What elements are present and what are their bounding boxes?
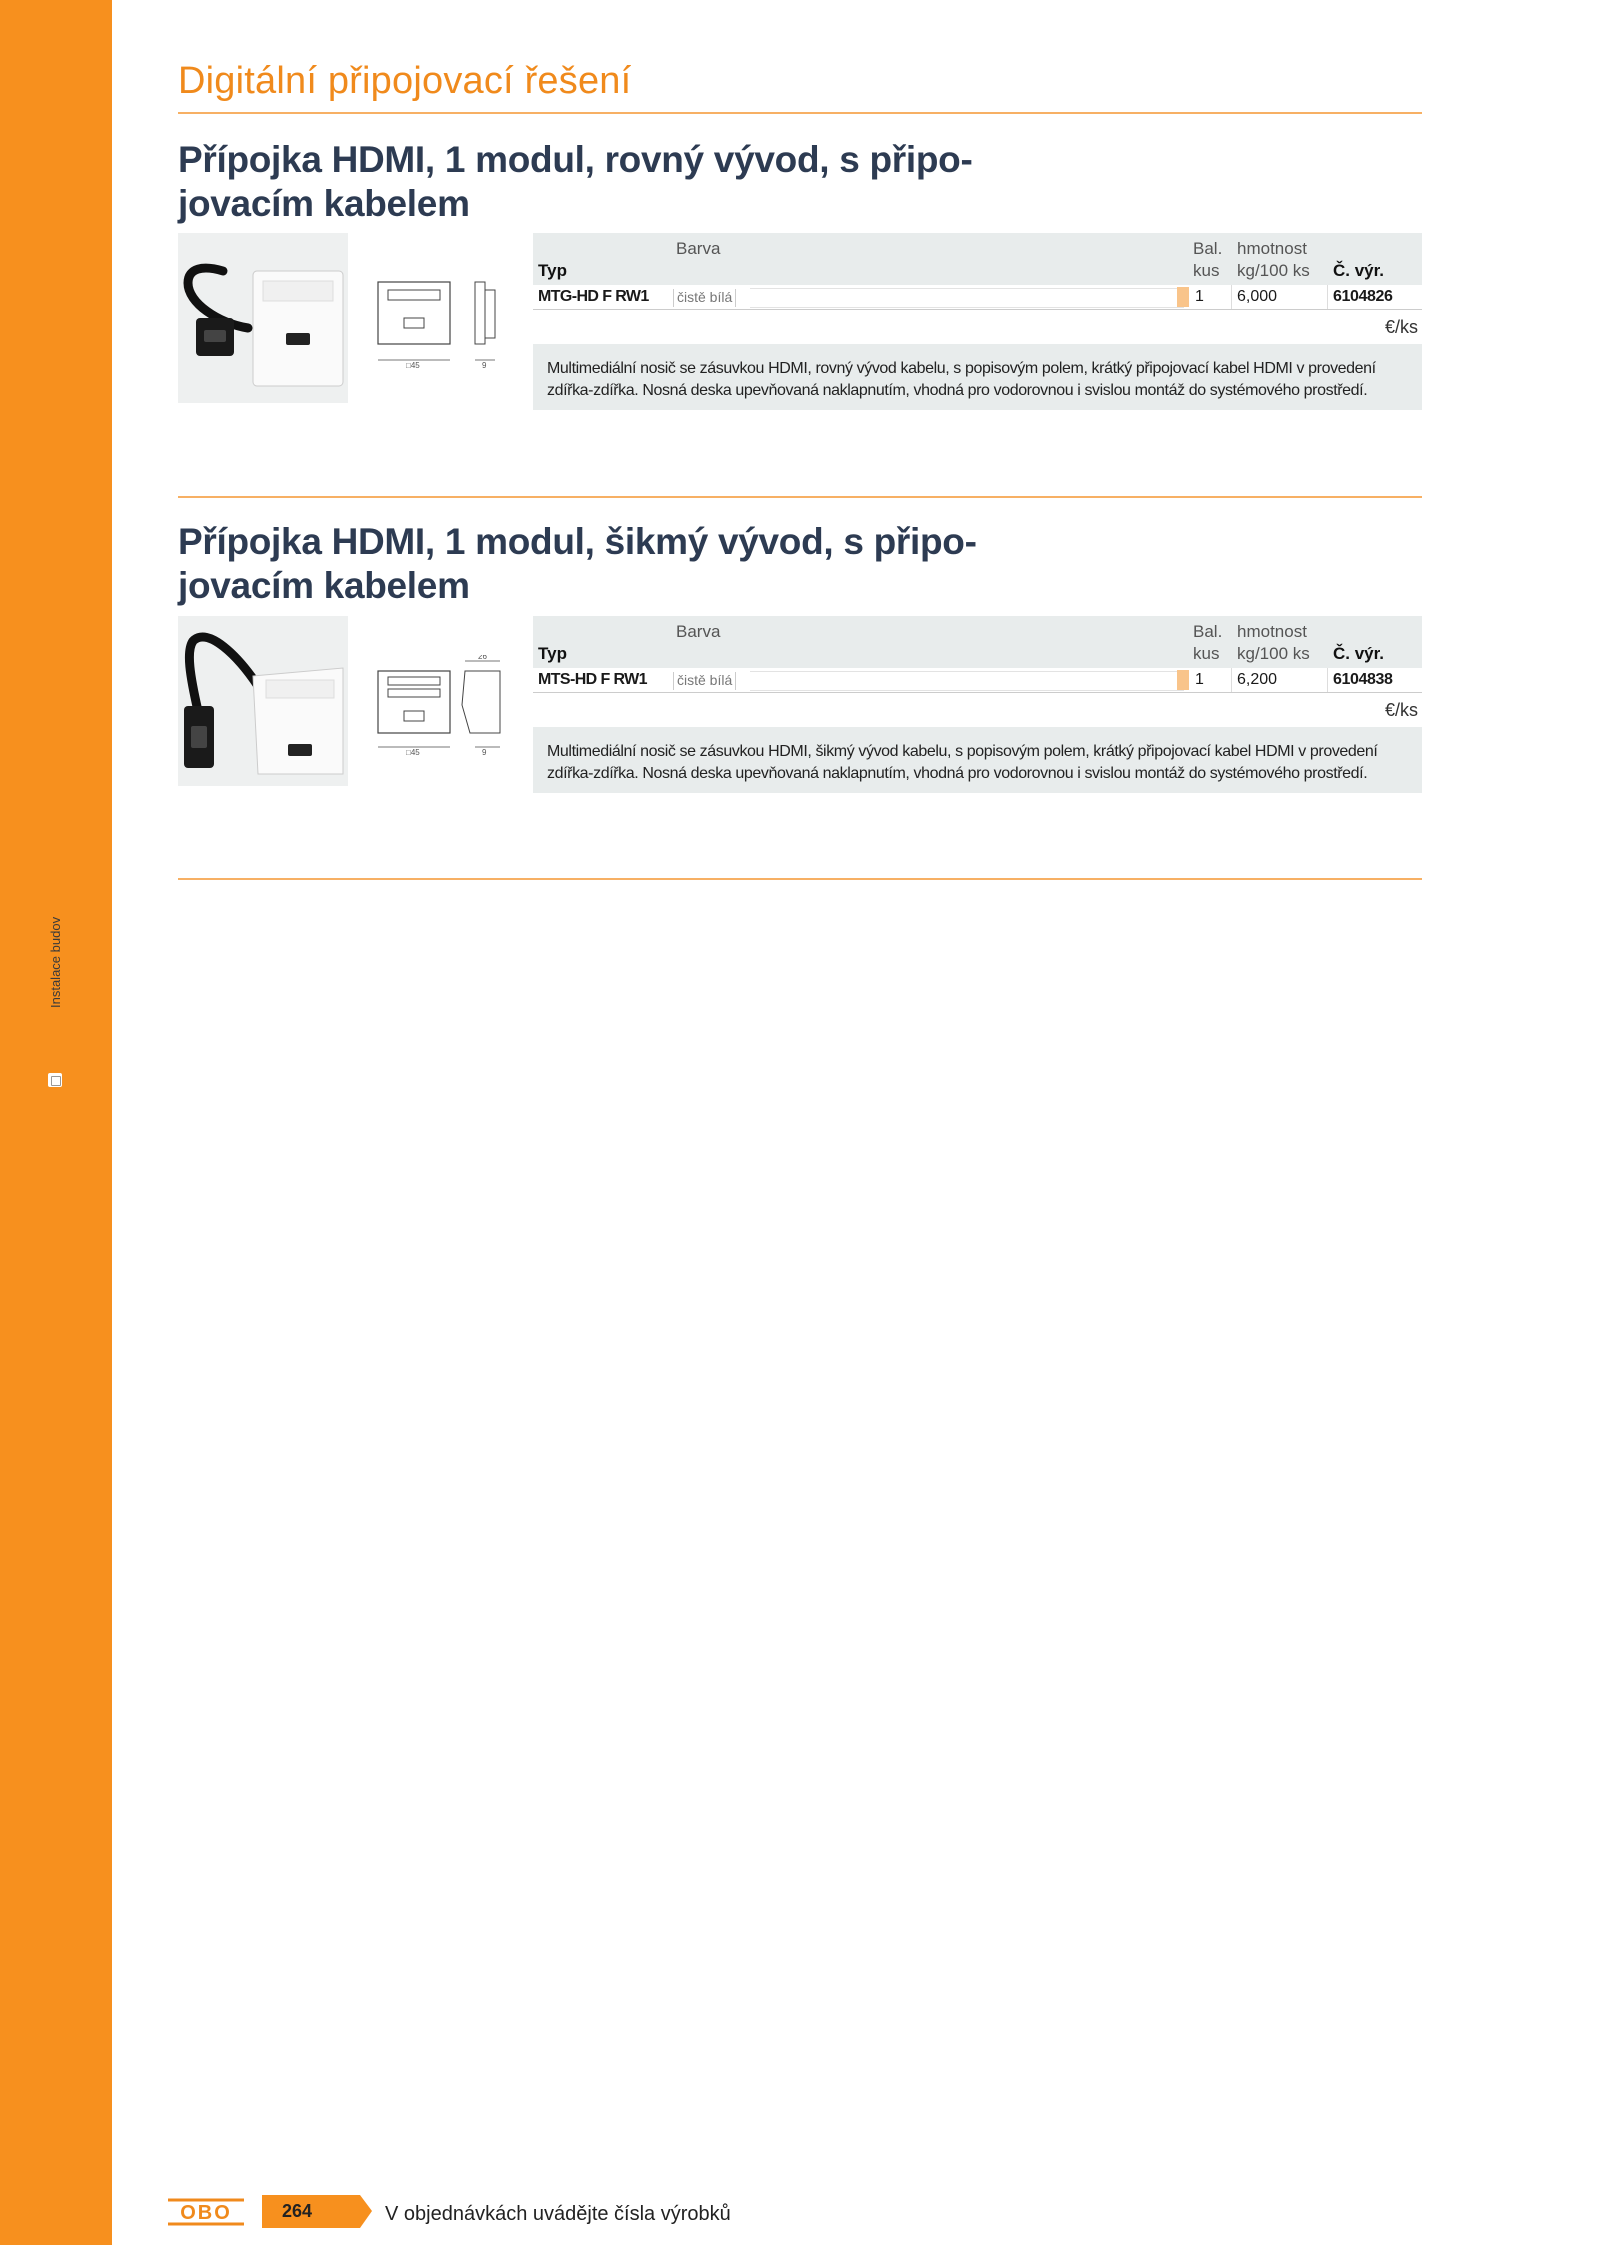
table-header xyxy=(533,233,1422,285)
footer-note: V objednávkách uvádějte čísla výrobků xyxy=(385,2203,731,2225)
product-photo-straight xyxy=(178,233,348,403)
dim-width: □45 xyxy=(406,361,420,370)
price-unit: €/ks xyxy=(1384,317,1418,337)
product-section-1 xyxy=(178,138,1422,226)
svg-text:OBO: OBO xyxy=(180,2202,232,2224)
row-separator xyxy=(1231,668,1232,692)
col-kus: kus xyxy=(1193,644,1220,663)
section-title-line2: jovacím kabelem xyxy=(178,183,470,224)
col-typ: Typ xyxy=(538,261,567,280)
col-kus: kus xyxy=(1193,261,1220,280)
page-number: 264 xyxy=(282,2201,313,2221)
dim-width: □45 xyxy=(406,748,420,757)
row-bal: 1 xyxy=(1195,671,1204,688)
col-barva: Barva xyxy=(676,239,721,258)
col-cislo: Č. výr. xyxy=(1333,261,1385,280)
table-header xyxy=(533,616,1422,668)
divider xyxy=(178,878,1422,880)
table-row xyxy=(533,285,1422,310)
row-blank-field xyxy=(750,671,1184,691)
section-title-line2: jovacím kabelem xyxy=(178,565,470,606)
row-cislo: 6104838 xyxy=(1333,671,1393,688)
technical-drawing-straight xyxy=(370,270,530,410)
building-icon xyxy=(48,1073,62,1087)
col-hmotnost: hmotnost xyxy=(1237,239,1307,258)
divider xyxy=(178,496,1422,498)
row-typ: MTG-HD F RW1 xyxy=(538,288,649,305)
row-barva: čistě bílá xyxy=(673,672,736,690)
obo-logo xyxy=(168,2197,244,2227)
col-kg: kg/100 ks xyxy=(1237,644,1310,663)
product-table-1 xyxy=(533,233,1422,410)
product-photo-angled xyxy=(178,616,348,786)
row-hmotnost: 6,200 xyxy=(1237,671,1278,688)
section-title xyxy=(178,520,1422,608)
row-bal: 1 xyxy=(1195,288,1204,305)
row-separator xyxy=(1327,668,1328,692)
col-bal: Bal. xyxy=(1193,239,1223,258)
sidebar-band xyxy=(0,0,112,2245)
technical-drawing-angled xyxy=(370,655,530,795)
row-barva: čistě bílá xyxy=(673,289,736,307)
col-cislo: Č. výr. xyxy=(1333,644,1385,663)
section-title-line1: Přípojka HDMI, 1 modul, rovný vývod, s připo- xyxy=(178,139,973,180)
col-bal: Bal. xyxy=(1193,622,1223,641)
row-marker xyxy=(1177,287,1189,307)
product-description: Multimediální nosič se zásuvkou HDMI, šikmý vývod kabelu, s popisovým polem, krátký připojovací kabel HDMI v provedení zdířka-zdířka. Nosná deska upevňovaná naklapnutím, vhodná pro vodorovnou i svislou montáž do systémového prostředí. xyxy=(533,727,1422,793)
page-number-tab xyxy=(262,2195,360,2228)
page-title: Digitální připojovací řešení xyxy=(178,60,632,102)
row-separator xyxy=(1327,285,1328,309)
row-typ: MTS-HD F RW1 xyxy=(538,671,647,688)
product-table-2 xyxy=(533,616,1422,793)
product-description: Multimediální nosič se zásuvkou HDMI, rovný vývod kabelu, s popisovým polem, krátký připojovací kabel HDMI v provedení zdířka-zdířka. Nosná deska upevňovaná naklapnutím, vhodná pro vodorovnou i svislou montáž do systémového prostředí. xyxy=(533,344,1422,410)
col-typ: Typ xyxy=(538,644,567,663)
section-title-line1: Přípojka HDMI, 1 modul, šikmý vývod, s připo- xyxy=(178,521,977,562)
col-barva: Barva xyxy=(676,622,721,641)
price-unit: €/ks xyxy=(1384,700,1418,720)
divider xyxy=(178,112,1422,114)
sidebar-label: Instalace budov xyxy=(48,916,63,1008)
table-row xyxy=(533,668,1422,693)
product-section-2 xyxy=(178,520,1422,608)
row-cislo: 6104826 xyxy=(1333,288,1393,305)
col-kg: kg/100 ks xyxy=(1237,261,1310,280)
row-separator xyxy=(1231,285,1232,309)
dim-depth: 9 xyxy=(482,361,487,370)
row-blank-field xyxy=(750,288,1184,308)
dim-top: 26 xyxy=(478,655,487,661)
row-hmotnost: 6,000 xyxy=(1237,288,1278,305)
row-marker xyxy=(1177,670,1189,690)
dim-depth: 9 xyxy=(482,748,487,757)
col-hmotnost: hmotnost xyxy=(1237,622,1307,641)
section-title xyxy=(178,138,1422,226)
